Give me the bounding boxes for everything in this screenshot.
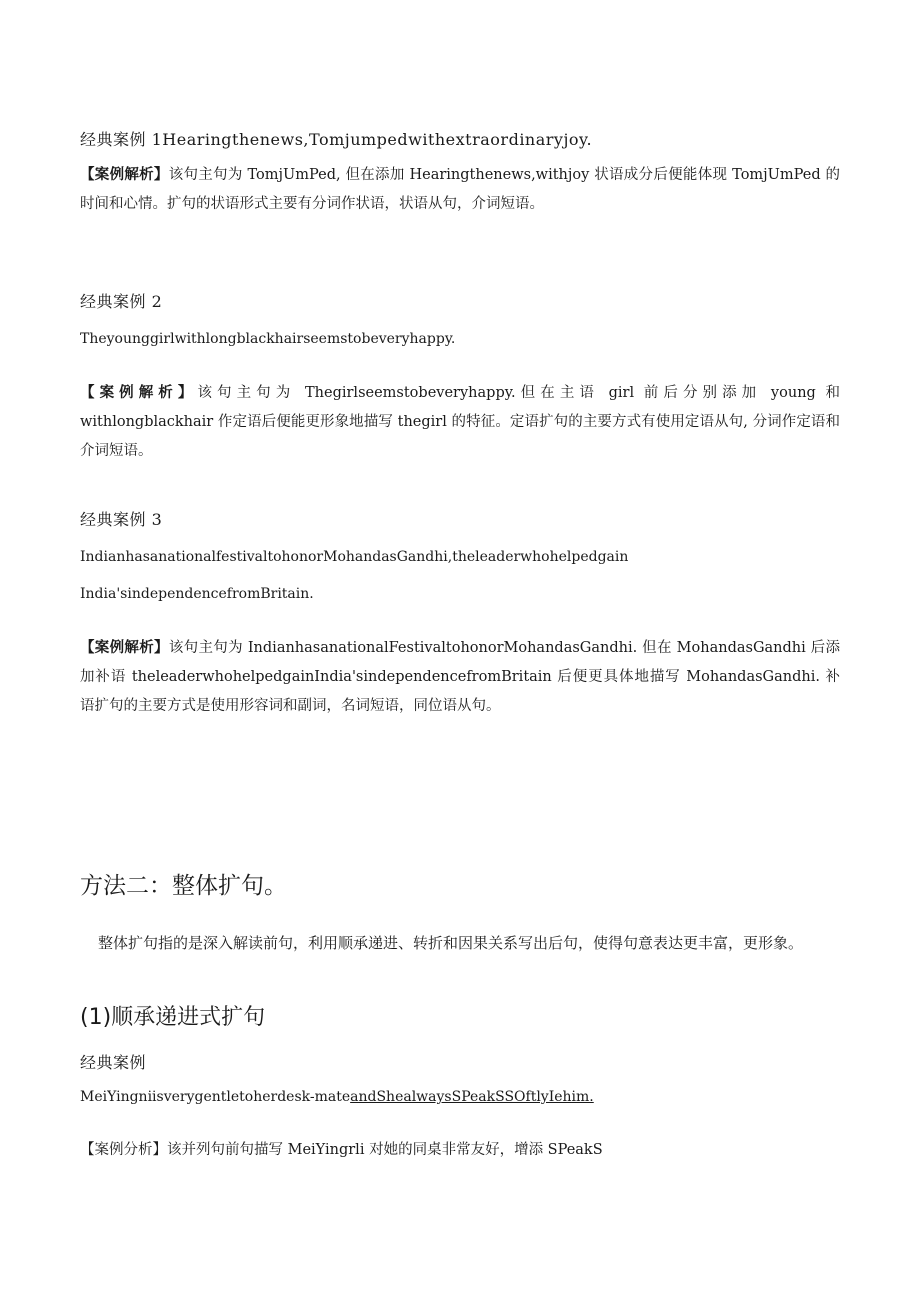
- case1-analysis-text: 该句主句为 TomjUmPed, 但在添加 Hearingthenews,withjoy 状语成分后便能体现 TomjUmPed 的时间和心情。扩句的状语形式主要有分词作状语，状语从句，介词短语。: [80, 167, 841, 212]
- section1-case-title: 经典案例: [80, 1053, 147, 1072]
- case2-analysis-text: 该句主句为 Thegirlseemstobeveryhappy.但在主语 girl 前后分别添加 young 和 withlongblackhair 作定语后便能更形象地描写 thegirl 的特征。定语扩句的主要方式有使用定语从句, 分词作定语和介词短语。: [80, 385, 840, 459]
- case2-tag: 【案例解析】: [80, 384, 198, 401]
- section1-sentence-underlined: andShealwaysSPeakSSOftlyIehim.: [350, 1089, 594, 1105]
- method2-description: 整体扩句指的是深入解读前句，利用顺承递进、转折和因果关系写出后句，使得句意表达更丰富，更形象。: [98, 934, 804, 952]
- section1-heading: (1)顺承递进式扩句: [80, 1005, 266, 1030]
- section1-sentence: [80, 1089, 594, 1105]
- case2-analysis: [80, 378, 840, 466]
- case3-analysis-text: 该句主句为 IndianhasanationalFestivaltohonorMohandasGandhi. 但在 MohandasGandhi 后添加补语 theleaderwhohelpedgainIndia'sindependencefromBritain 后便更具体地描写 MohandasGandhi. 补语扩句的主要方式是使用形容词和副词，名词短语，同位语从句。: [80, 640, 840, 714]
- section1-tag: 【案例分析】: [80, 1142, 167, 1158]
- section1-sentence-plain: MeiYingniisverygentletoherdesk-mate: [80, 1089, 351, 1105]
- case2-sentence: Theyounggirlwithlongblackhairseemstobeveryhappy.: [80, 331, 456, 347]
- case3-tag: 【案例解析】: [80, 639, 169, 656]
- section1-analysis: [80, 1136, 840, 1165]
- case3-title: 经典案例 3: [80, 510, 163, 529]
- case1-tag: 【案例解析】: [80, 166, 169, 183]
- case3-analysis: [80, 633, 840, 721]
- case1-title: 经典案例 1Hearingthenews,Tomjumpedwithextraordinaryjoy.: [80, 130, 593, 149]
- case3-sentence-line1: IndianhasanationalfestivaltohonorMohandasGandhi,theleaderwhohelpedgain: [80, 549, 629, 565]
- case3-sentence-line2: India'sindependencefromBritain.: [80, 586, 314, 602]
- method2-heading: 方法二：整体扩句。: [80, 873, 287, 899]
- case2-title: 经典案例 2: [80, 292, 163, 311]
- case1-analysis: [80, 160, 840, 219]
- section1-analysis-text: 该并列句前句描写 MeiYingrli 对她的同桌非常友好，增添 SPeakS: [167, 1142, 603, 1158]
